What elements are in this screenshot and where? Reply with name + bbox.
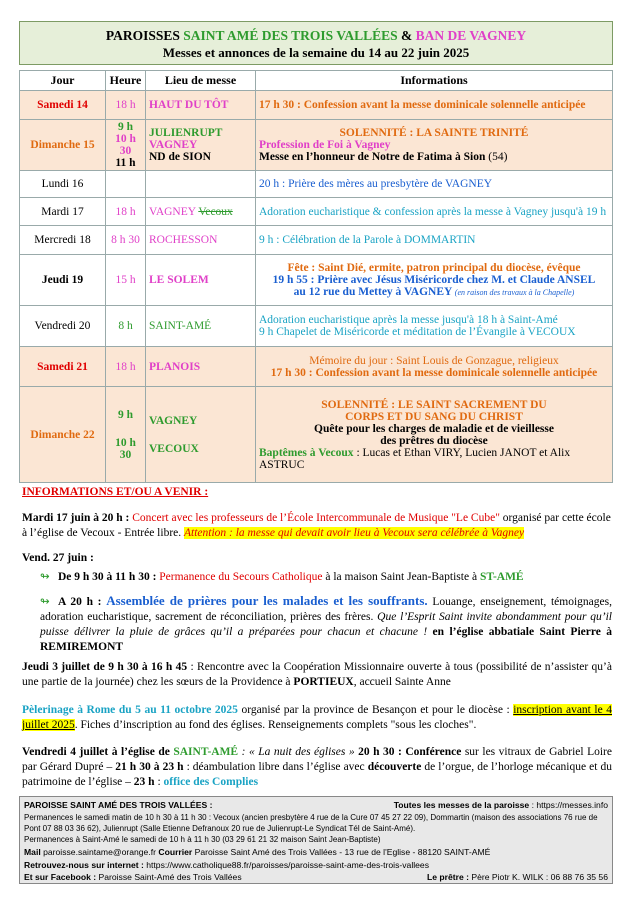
info-cell: 9 h : Célébration de la Parole à DOMMARTIN xyxy=(256,226,613,255)
place-cell: VAGNEY VECOUX xyxy=(146,387,256,483)
time-cell: 9 h 10 h 30 xyxy=(106,387,146,483)
info-cell: 17 h 30 : Confession avant la messe dominicale solennelle anticipée xyxy=(256,91,613,120)
table-row xyxy=(20,306,613,347)
footer-contact: Mail paroisse.saintame@orange.fr Courrier Paroisse Saint Amé des Trois Vallées - 13 rue de l'Eglise - 88120 SAINT-AMÉ xyxy=(24,847,491,857)
table-row xyxy=(20,171,613,198)
info-cell: Mémoire du jour : Saint Louis de Gonzague, religieux 17 h 30 : Confession avant la messe dominicale solennelle anticipée xyxy=(256,347,613,387)
table-row xyxy=(20,226,613,255)
arrow-bullet-icon: ↬ xyxy=(40,596,50,608)
header-subtitle: Messes et annonces de la semaine du 14 au 22 juin 2025 xyxy=(162,45,470,60)
header-title: PAROISSES SAINT AMÉ DES TROIS VALLÉES & BAN DE VAGNEY xyxy=(105,28,527,43)
info-secours: ↬ De 9 h 30 à 11 h 30 : Permanence du Secours Catholique à la maison Saint Jean-Baptiste à ST-AMÉ xyxy=(40,571,524,583)
footer-permanences: Permanences le samedi matin de 10 h 30 à 11 h 30 : Vecoux (ancien presbytère 4 rue de la Cure 07 45 27 22 09), Dommartin (maison des associations 76 rue de Pont 07 88 03 36 62), Julienrupt (Salle Etienne Defranoux 20 rue de Julienrupt-Le Syndicat Tél de Saint-Amé). xyxy=(24,812,598,833)
email-link[interactable]: paroisse.saintame@orange.fr xyxy=(40,847,159,857)
time-cell: 18 h xyxy=(106,91,146,120)
info-cell: SOLENNITÉ : LE SAINT SACREMENT DU CORPS ET DU SANG DU CHRIST Quête pour les charges de maladie et de vieillesse des prêtres du diocèse Baptêmes à Vecoux : Lucas et Ethan VIRY, Lucien JANOT et Alix ASTRUC xyxy=(256,387,613,483)
place-cell: LE SOLEM xyxy=(146,255,256,306)
footer-saint-ame: Permanences à Saint-Amé le samedi de 10 h à 11 h 30 (03 29 61 21 32 maison Saint Jean-Baptiste) xyxy=(24,834,381,844)
place-cell: PLANOIS xyxy=(146,347,256,387)
day-cell: Samedi 21 xyxy=(20,347,106,387)
place-cell xyxy=(146,171,256,198)
day-cell: Jeudi 19 xyxy=(20,255,106,306)
info-cell: Fête : Saint Dié, ermite, patron principal du diocèse, évêque 19 h 55 : Prière avec Jésus Miséricorde chez M. et Claude ANSEL au 12 rue du Mettey à VAGNEY (en raison des travaux à la Chapelle) xyxy=(256,255,613,306)
time-cell xyxy=(106,171,146,198)
day-cell: Mercredi 18 xyxy=(20,226,106,255)
info-pelerinage: Pèlerinage à Rome du 5 au 11 octobre 2025 organisé par la province de Besançon et pour le diocèse : inscription avant le 4 juillet 2025. Fiches d’inscription au fond des églises. Renseignements complets "sous les cloches". xyxy=(22,704,612,731)
info-cell: SOLENNITÉ : LA SAINTE TRINITÉ Profession de Foi à Vagney Messe en l’honneur de Notre de Fatima à Sion (54) xyxy=(256,120,613,171)
footer-last: Et sur Facebook : Paroisse Saint-Amé des Trois Vallées Le prêtre : Père Piotr K. WILK : 06 88 76 35 56 xyxy=(24,872,608,882)
col-jour: Jour xyxy=(20,71,106,91)
day-cell: Lundi 16 xyxy=(20,171,106,198)
table-row xyxy=(20,120,613,171)
place-cell: JULIENRUPT VAGNEY ND de SION xyxy=(146,120,256,171)
time-cell: 18 h xyxy=(106,198,146,226)
day-cell: Dimanche 22 xyxy=(20,387,106,483)
day-cell: Vendredi 20 xyxy=(20,306,106,347)
day-cell: Samedi 14 xyxy=(20,91,106,120)
table-row xyxy=(20,387,613,483)
arrow-bullet-icon: ↬ xyxy=(40,571,50,583)
parish-footer: PAROISSE SAINT AMÉ DES TROIS VALLÉES : Toutes les messes de la paroisse : https://messes.info Permanences le samedi matin de 10 h 30 à 11 h 30 : Vecoux (ancien presbytère 4 rue de la Cure 07 45 27 22 09), Dommartin (maison des associations 76 rue de Pont 07 88 03 36 62), Julienrupt (Salle Etienne Defranoux 20 rue de Julienrupt-Le Syndicat Tél de Saint-Amé). Permanences à Saint-Amé le samedi de 10 h à 11 h 30 (03 29 61 21 32 maison Saint Jean-Baptiste) Mail paroisse.saintame@orange.fr Courrier Paroisse Saint Amé des Trois Vallées - 13 rue de l'Eglise - 88120 SAINT-AMÉ Retrouvez-nous sur internet : https://www.catholique88.fr/paroisses/paroisse-saint-ame-des-trois-vallees Et sur Facebook : Paroisse Saint-Amé des Trois Vallées Le prêtre : Père Piotr K. WILK : 06 88 76 35 56 xyxy=(19,796,613,884)
info-nuit-eglises: Vendredi 4 juillet à l’église de SAINT-AMÉ : « La nuit des églises » 20 h 30 : Conférence sur les vitraux de Gabriel Loire par Gérard Dupré – 21 h 30 à 23 h : déambulation libre dans l’église avec découverte de l’orgue, de l’horloge mécanique et du patrimoine de l’église – 23 h : office des Complies xyxy=(22,746,612,788)
col-informations: Informations xyxy=(256,71,613,91)
website-link[interactable]: https://www.catholique88.fr/paroisses/paroisse-saint-ame-des-trois-vallees xyxy=(143,859,430,870)
bulletin-header xyxy=(19,21,613,65)
time-cell: 9 h 10 h 30 11 h xyxy=(106,120,146,171)
info-cell: Adoration eucharistique après la messe jusqu'à 18 h à Saint-Amé 9 h Chapelet de Miséricorde et méditation de l’Évangile à VECOUX xyxy=(256,306,613,347)
table-row xyxy=(20,198,613,226)
footer-internet: Retrouvez-nous sur internet : https://www.catholique88.fr/paroisses/paroisse-saint-ame-des-trois-vallees xyxy=(24,859,430,870)
time-cell: 18 h xyxy=(106,347,146,387)
mass-schedule-table xyxy=(19,70,613,483)
place-cell: SAINT-AMÉ xyxy=(146,306,256,347)
info-assemblee: ↬ A 20 h : Assemblée de prières pour les malades et les souffrants. Louange, enseignement, témoignages, adoration eucharistique, sacrement de réconciliation, prières des frères. Que l’Esprit Saint invite abondamment pour qu’il puisse délivrer la pluie de grâces qu’il a préparées pour chacun et chacune ! en l’église abbatiale Saint Pierre à REMIREMONT xyxy=(40,593,613,653)
day-cell: Mardi 17 xyxy=(20,198,106,226)
info-cell: 20 h : Prière des mères au presbytère de VAGNEY xyxy=(256,171,613,198)
table-row xyxy=(20,255,613,306)
time-cell: 8 h 30 xyxy=(106,226,146,255)
day-cell: Dimanche 15 xyxy=(20,120,106,171)
infos-title: INFORMATIONS ET/OU A VENIR : xyxy=(22,486,209,498)
messes-link[interactable]: : https://messes.info xyxy=(529,800,608,810)
table-header-row xyxy=(20,71,613,91)
facebook-link[interactable]: Paroisse Saint-Amé des Trois Vallées xyxy=(96,872,242,882)
info-vend27: Vend. 27 juin : xyxy=(22,552,94,564)
place-cell: ROCHESSON xyxy=(146,226,256,255)
info-concert: Mardi 17 juin à 20 h : Concert avec les professeurs de l’École Intercommunale de Musique "Le Cube" organisé par cette école à l’église de Vecoux - Entrée libre. Attention : la messe qui devait avoir lieu à Vecoux sera célébrée à Vagney xyxy=(22,512,611,539)
info-cooperation: Jeudi 3 juillet de 9 h 30 à 16 h 45 : Rencontre avec la Coopération Missionnaire ouverte à tous (possibilité de n’assister qu’à une partie de la journée) chez les sœurs de la Providence à PORTIEUX, accueil Sainte Anne xyxy=(22,661,612,688)
place-cell: VAGNEY Vecoux xyxy=(146,198,256,226)
col-heure: Heure xyxy=(106,71,146,91)
col-lieu: Lieu de messe xyxy=(146,71,256,91)
time-cell: 15 h xyxy=(106,255,146,306)
time-cell: 8 h xyxy=(106,306,146,347)
table-row xyxy=(20,347,613,387)
place-cell: HAUT DU TÔT xyxy=(146,91,256,120)
info-cell: Adoration eucharistique & confession après la messe à Vagney jusqu'à 19 h xyxy=(256,198,613,226)
table-row xyxy=(20,91,613,120)
